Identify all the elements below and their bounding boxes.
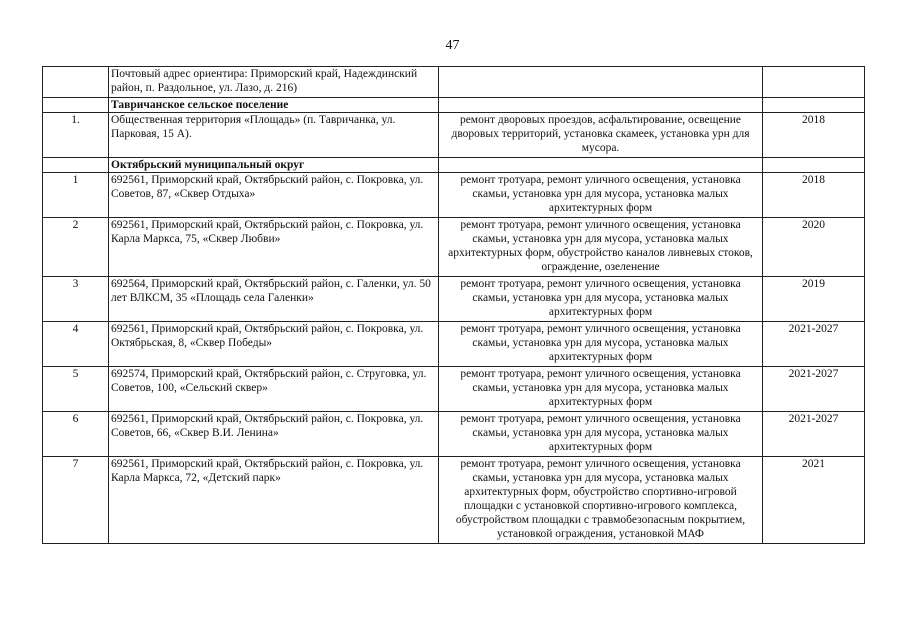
section-number-cell [43,98,109,113]
row-year: 2021-2027 [763,412,865,457]
row-address: 692561, Приморский край, Октябрьский район, с. Покровка, ул. Советов, 87, «Сквер Отдыха» [109,173,439,218]
section-number-cell [43,158,109,173]
row-number: 1. [43,113,109,158]
row-work: ремонт тротуара, ремонт уличного освещения, установка скамьи, установка урн для мусора, установка малых архитектурных форм, обустройство каналов ливневых стоков, ограждение, озеленение [439,218,763,277]
table-row [43,457,865,544]
row-work: ремонт тротуара, ремонт уличного освещения, установка скамьи, установка урн для мусора, установка малых архитектурных форм, обустройство спортивно-игровой площадки с установкой спортивно-игрового комплекса, обустройством площадки с травмобезопасным покрытием, установкой ограждения, установкой МАФ [439,457,763,544]
row-work: ремонт тротуара, ремонт уличного освещения, установка скамьи, установка урн для мусора, установка малых архитектурных форм [439,277,763,322]
section-work-cell [439,158,763,173]
row-year: 2021 [763,457,865,544]
section-year-cell [763,98,865,113]
table-row [43,218,865,277]
table-row [43,67,865,98]
row-year: 2021-2027 [763,322,865,367]
row-number: 7 [43,457,109,544]
table-row [43,322,865,367]
row-address: 692561, Приморский край, Октябрьский район, с. Покровка, ул. Советов, 66, «Сквер В.И. Ленина» [109,412,439,457]
row-work [439,67,763,98]
row-year: 2018 [763,113,865,158]
row-address: Общественная территория «Площадь» (п. Тавричанка, ул. Парковая, 15 А). [109,113,439,158]
row-year: 2020 [763,218,865,277]
row-work: ремонт тротуара, ремонт уличного освещения, установка скамьи, установка урн для мусора, установка малых архитектурных форм [439,367,763,412]
section-title: Октябрьский муниципальный округ [109,158,439,173]
table-row [43,113,865,158]
row-number: 4 [43,322,109,367]
row-address: 692561, Приморский край, Октябрьский район, с. Покровка, ул. Октябрьская, 8, «Сквер Победы» [109,322,439,367]
row-work: ремонт тротуара, ремонт уличного освещения, установка скамьи, установка урн для мусора, установка малых архитектурных форм [439,412,763,457]
row-address: 692561, Приморский край, Октябрьский район, с. Покровка, ул. Карла Маркса, 72, «Детский парк» [109,457,439,544]
row-year: 2019 [763,277,865,322]
row-work: ремонт дворовых проездов, асфальтирование, освещение дворовых территорий, установка скамеек, установка урн для мусора. [439,113,763,158]
row-address: 692561, Приморский край, Октябрьский район, с. Покровка, ул. Карла Маркса, 75, «Сквер Любви» [109,218,439,277]
row-work: ремонт тротуара, ремонт уличного освещения, установка скамьи, установка урн для мусора, установка малых архитектурных форм [439,322,763,367]
section-row [43,98,865,113]
section-year-cell [763,158,865,173]
section-title: Тавричанское сельское поселение [109,98,439,113]
row-address: Почтовый адрес ориентира: Приморский край, Надеждинский район, п. Раздольное, ул. Лазо, д. 216) [109,67,439,98]
territory-table [42,66,865,544]
table-row [43,277,865,322]
table-row [43,367,865,412]
row-address: 692564, Приморский край, Октябрьский район, с. Галенки, ул. 50 лет ВЛКСМ, 35 «Площадь села Галенки» [109,277,439,322]
row-number: 6 [43,412,109,457]
page-number: 47 [445,38,460,53]
table-row [43,173,865,218]
section-row [43,158,865,173]
section-work-cell [439,98,763,113]
table-row [43,412,865,457]
row-number: 1 [43,173,109,218]
row-number [43,67,109,98]
row-year: 2021-2027 [763,367,865,412]
row-year [763,67,865,98]
row-number: 2 [43,218,109,277]
row-number: 5 [43,367,109,412]
row-number: 3 [43,277,109,322]
row-address: 692574, Приморский край, Октябрьский район, с. Струговка, ул. Советов, 100, «Сельский сквер» [109,367,439,412]
row-work: ремонт тротуара, ремонт уличного освещения, установка скамьи, установка урн для мусора, установка малых архитектурных форм [439,173,763,218]
row-year: 2018 [763,173,865,218]
